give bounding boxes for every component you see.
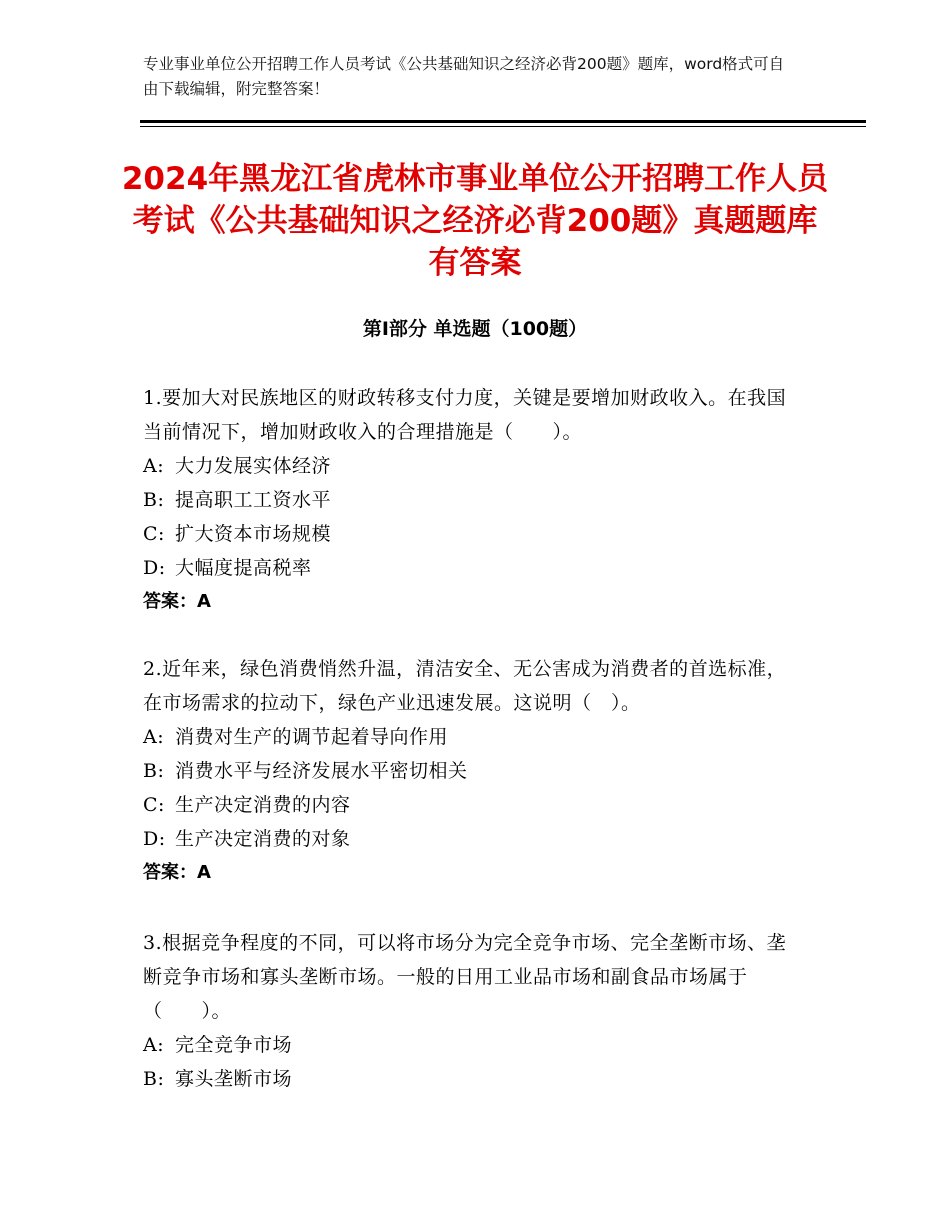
option-letter: B:: [143, 1068, 165, 1090]
option-text: 大幅度提高税率: [175, 557, 312, 579]
option-text: 生产决定消费的对象: [175, 828, 351, 850]
header-divider-thin: [140, 126, 866, 127]
option-letter: D:: [143, 828, 166, 850]
option-text: 提高职工工资水平: [175, 489, 332, 511]
option-b: [143, 754, 803, 788]
option-text: 生产决定消费的内容: [175, 794, 351, 816]
option-b: [143, 1062, 803, 1096]
option-d: [143, 822, 803, 856]
option-letter: A:: [143, 726, 165, 748]
option-d: [143, 551, 803, 585]
answer-label: 答案：: [143, 591, 197, 612]
option-c: [143, 517, 803, 551]
question-2: [143, 652, 803, 890]
option-text: 消费对生产的调节起着导向作用: [175, 726, 449, 748]
question-3: [143, 926, 803, 1096]
option-letter: B:: [143, 760, 165, 782]
option-c: [143, 788, 803, 822]
option-a: [143, 1028, 803, 1062]
option-b: [143, 483, 803, 517]
question-text: 1.要加大对民族地区的财政转移支付力度，关键是要增加财政收入。在我国当前情况下，增加财政收入的合理措施是（ ）。: [143, 387, 787, 443]
header-divider-thick: [140, 120, 866, 123]
option-letter: D:: [143, 557, 166, 579]
option-letter: A:: [143, 455, 165, 477]
option-a: [143, 449, 803, 483]
answer-value: A: [197, 862, 211, 883]
question-1: [143, 381, 803, 619]
option-text: 消费水平与经济发展水平密切相关: [175, 760, 468, 782]
question-text: 2.近年来，绿色消费悄然升温，清洁安全、无公害成为消费者的首选标准，在市场需求的拉动下，绿色产业迅速发展。这说明（ ）。: [143, 658, 787, 714]
answer-line: [143, 585, 803, 619]
answer-label: 答案：: [143, 862, 197, 883]
option-text: 扩大资本市场规模: [175, 523, 332, 545]
option-letter: B:: [143, 489, 165, 511]
answer-line: [143, 856, 803, 890]
option-text: 完全竞争市场: [175, 1034, 293, 1056]
answer-value: A: [197, 591, 211, 612]
option-a: [143, 720, 803, 754]
document-title: 2024年黑龙江省虎林市事业单位公开招聘工作人员考试《公共基础知识之经济必背200题》真题题库有答案: [121, 161, 829, 281]
question-text: 3.根据竞争程度的不同，可以将市场分为完全竞争市场、完全垄断市场、垄断竞争市场和寡头垄断市场。一般的日用工业品市场和副食品市场属于（ ）。: [143, 932, 787, 1022]
option-letter: A:: [143, 1034, 165, 1056]
option-letter: C:: [143, 794, 165, 816]
option-text: 大力发展实体经济: [175, 455, 332, 477]
header-note: 专业事业单位公开招聘工作人员考试《公共基础知识之经济必背200题》题库，word格式可自由下载编辑，附完整答案！: [143, 55, 785, 98]
option-letter: C:: [143, 523, 165, 545]
section-title: 第Ⅰ部分 单选题（100题）: [362, 318, 588, 340]
option-text: 寡头垄断市场: [175, 1068, 293, 1090]
